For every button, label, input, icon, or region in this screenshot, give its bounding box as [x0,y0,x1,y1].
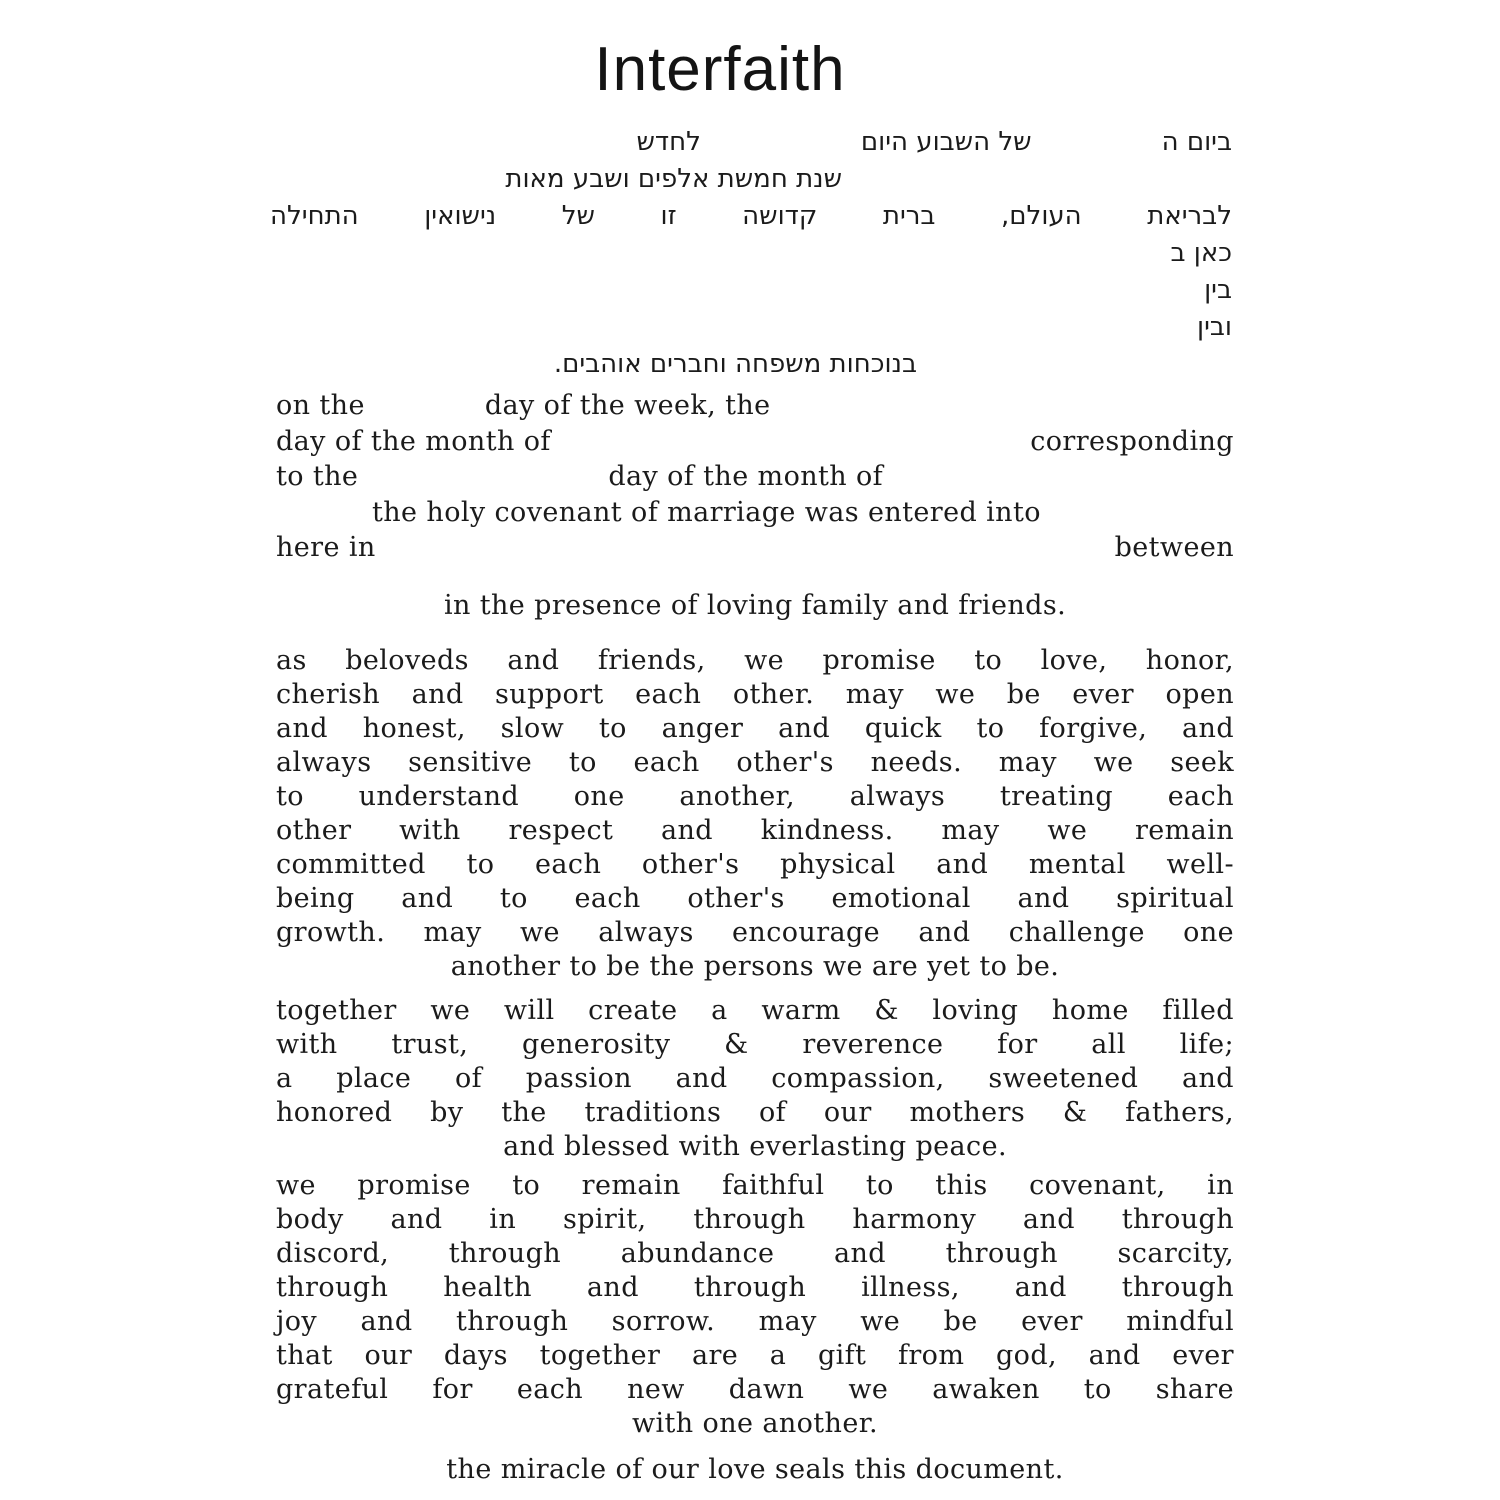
english-date-form-section [276,388,1234,566]
blank-day-of-week [365,412,485,414]
faithfulness-line-last: with one another. [631,1408,879,1439]
form-on-the: on the [276,390,365,421]
vows-line: other with respect and kindness. may we remain [276,815,1234,846]
form-line-corresponding-date [276,459,1234,495]
hebrew-year-phrase: שנת חמשת אלפים ושבע מאות [505,164,842,194]
form-here-in: here in [276,532,376,563]
vows-line: to understand one another, always treating each [276,781,1234,812]
hebrew-line-year [270,161,1232,198]
form-line-location [276,530,1234,566]
home-paragraph [276,994,1234,1164]
closing-line: the miracle of our love seals this document. [446,1454,1064,1485]
vows-line: always sensitive to each other's needs. may we seek [276,747,1234,778]
hebrew-line-between: בין [1204,275,1232,305]
form-day-of-month: day of the month of [276,425,551,457]
faithfulness-line: we promise to remain faithful to this covenant, in [276,1170,1234,1201]
hebrew-text-section [270,124,1232,383]
hebrew-month-prefix: לחדש [636,127,701,157]
form-between: between [1114,532,1234,563]
home-line-last: and blessed with everlasting peace. [503,1131,1007,1162]
faithfulness-paragraph [276,1169,1234,1441]
blank-day-of-week-hebrew [1032,148,1162,150]
vows-line: as beloveds and friends, we promise to love, honor, [276,645,1234,676]
faithfulness-line: through health and through illness, and through [276,1272,1234,1303]
blank-day-of-month-hebrew [701,148,861,150]
hebrew-day-prefix: ביום ה [1161,127,1232,157]
vows-line: committed to each other's physical and mental well- [276,849,1234,880]
hebrew-week-phrase: של השבוע היום [860,127,1032,157]
form-day-of-month-2: day of the month of [608,461,884,492]
faithfulness-line: body and in spirit, through harmony and through [276,1204,1234,1235]
blank-hebrew-date [358,483,608,485]
vows-paragraph [276,644,1234,984]
form-to-the: to the [276,461,359,492]
form-corresponding: corresponding [1030,425,1234,457]
hebrew-line-and-between: ובין [1196,312,1232,342]
faithfulness-line: grateful for each new dawn we awaken to share [276,1374,1234,1405]
home-line: with trust, generosity & reverence for all life; [276,1029,1234,1060]
form-line-week [276,388,1234,424]
form-line-month [276,424,1234,460]
home-line: together we will create a warm & loving home filled [276,995,1234,1026]
faithfulness-line: that our days together are a gift from god, and ever [276,1340,1234,1371]
page-title: Interfaith [594,35,846,104]
blank-month-name-hebrew [842,185,1232,187]
vows-line: being and to each other's emotional and spiritual [276,883,1234,914]
vows-line-last: another to be the persons we are yet to be. [450,951,1060,982]
vows-line: cherish and support each other. may we be ever open [276,679,1234,710]
vows-line: and honest, slow to anger and quick to forgive, and [276,713,1234,744]
vows-line: growth. may we always encourage and challenge one [276,917,1234,948]
form-day-of-week: day of the week, the [484,390,771,421]
home-line: honored by the traditions of our mothers & fathers, [276,1097,1234,1128]
hebrew-line-presence: בנוכחות משפחה וחברים אוהבים. [553,349,917,379]
hebrew-line-covenant: לבריאת העולם, ברית קדושה זו של נישואין התחילה [270,201,1232,231]
home-line: a place of passion and compassion, sweetened and [276,1063,1234,1094]
hebrew-line-here-in: כאן ב [1170,238,1232,268]
faithfulness-line: joy and through sorrow. may we be ever mindful [276,1306,1234,1337]
presence-line: in the presence of loving family and friends. [443,590,1067,621]
hebrew-line-date [270,124,1232,161]
faithfulness-line: discord, through abundance and through scarcity, [276,1238,1234,1269]
form-line-covenant: the holy covenant of marriage was entered into [372,496,1041,528]
